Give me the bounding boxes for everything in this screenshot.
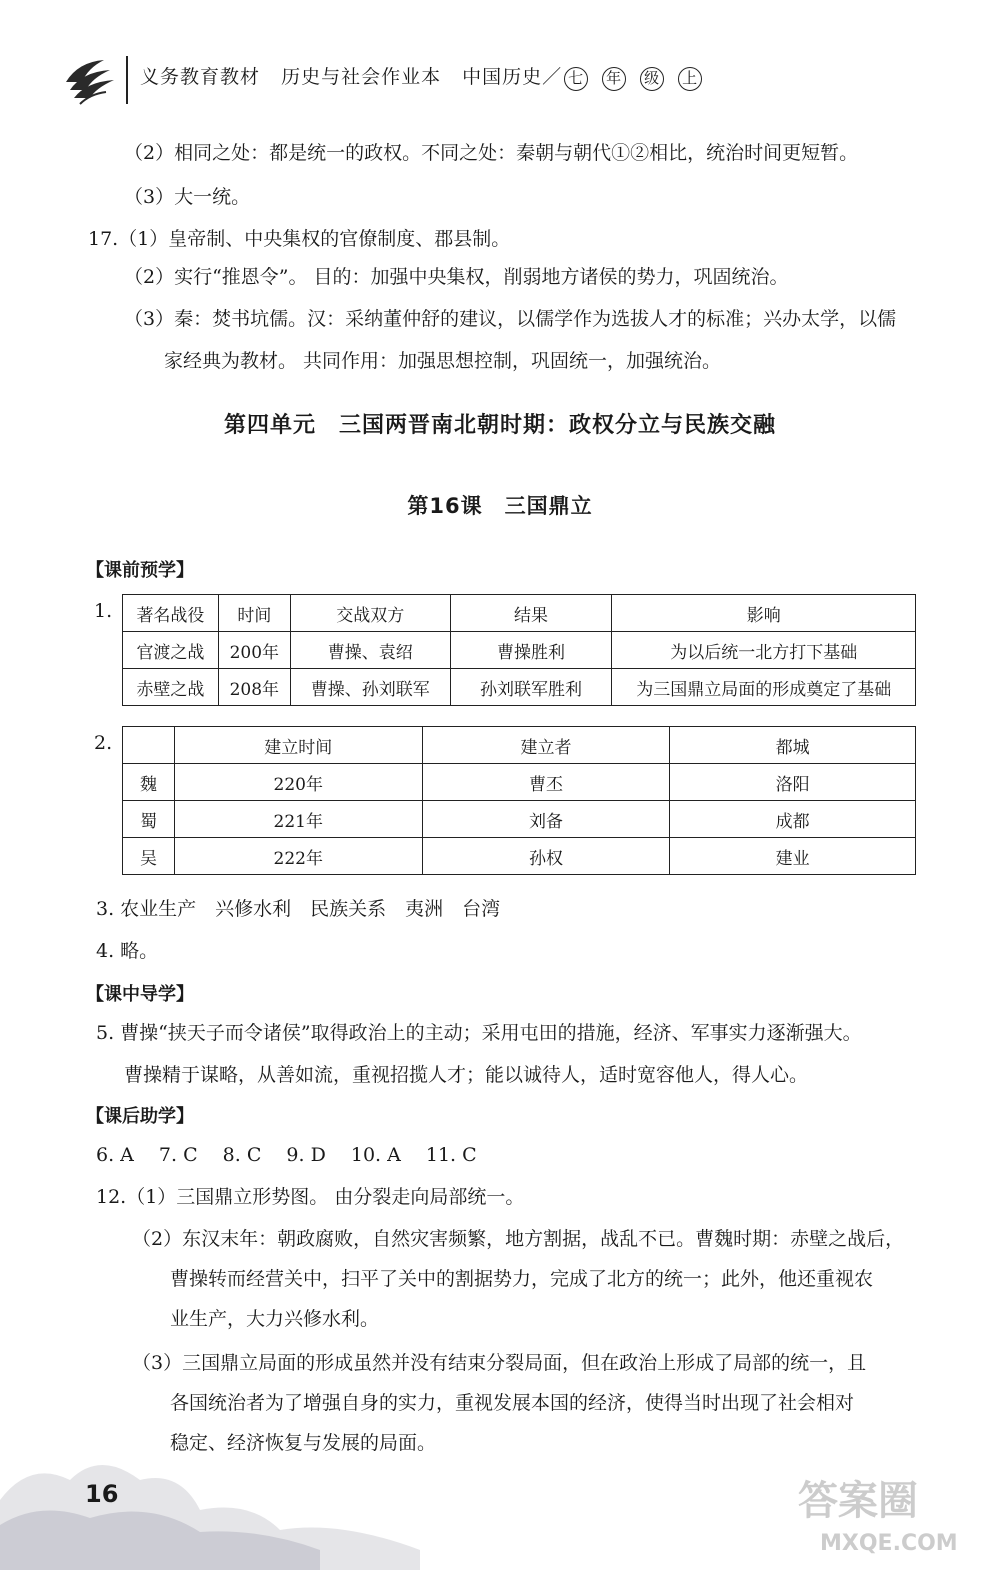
table-cell: 200年 — [218, 632, 290, 669]
table-header-cell: 建立者 — [422, 727, 670, 764]
table-header-cell: 交战双方 — [290, 595, 450, 632]
q12-part3-line1: （3）三国鼎立局面的形成虽然并没有结束分裂局面，但在政治上形成了局部的统一，且 — [132, 1352, 867, 1374]
header-book: 历史与社会作业本 — [281, 66, 442, 88]
unit-title: 第四单元 三国两晋南北朝时期：政权分立与民族交融 — [223, 413, 776, 438]
table1-number: 1. — [94, 600, 113, 622]
table-cell: 208年 — [218, 669, 290, 706]
table-header-cell: 影响 — [612, 595, 916, 632]
grade-char-1: 七 — [564, 67, 588, 91]
section-pre-study: 【课前预学】 — [86, 560, 194, 581]
q17-part2: （2）实行“推恩令”。 目的：加强中央集权，削弱地方诸侯的势力，巩固统治。 — [124, 266, 789, 288]
multiple-choice-answers: 6. A 7. C 8. C 9. D 10. A 11. C — [96, 1144, 477, 1166]
table-cell: 洛阳 — [670, 764, 916, 801]
table-header-cell: 都城 — [670, 727, 916, 764]
table-cell: 赤壁之战 — [123, 669, 219, 706]
table-cell: 221年 — [174, 801, 422, 838]
section-mid-study: 【课中导学】 — [86, 984, 194, 1005]
grade-char-4: 上 — [678, 67, 702, 91]
battles-table — [122, 594, 916, 706]
table-row — [123, 632, 916, 669]
table-cell: 曹操、孙刘联军 — [290, 669, 450, 706]
table-cell: 吴 — [123, 838, 175, 875]
q3-answer: 3. 农业生产 兴修水利 民族关系 夷洲 台湾 — [96, 898, 501, 920]
svg-text:MXQE.COM: MXQE.COM — [820, 1531, 958, 1556]
table-cell: 为以后统一北方打下基础 — [612, 632, 916, 669]
grade-char-3: 级 — [640, 67, 664, 91]
table-cell: 孙权 — [422, 838, 670, 875]
table-header-cell: 时间 — [218, 595, 290, 632]
table-header-row — [123, 727, 916, 764]
table-cell: 为三国鼎立局面的形成奠定了基础 — [612, 669, 916, 706]
table-row — [123, 801, 916, 838]
q5-line2: 曹操精于谋略，从善如流，重视招揽人才；能以诚待人，适时宽容他人，得人心。 — [124, 1064, 809, 1086]
table-cell: 建业 — [670, 838, 916, 875]
page-header — [60, 52, 960, 110]
table-cell: 曹操胜利 — [450, 632, 612, 669]
q12-part2-line3: 业生产，大力兴修水利。 — [170, 1308, 380, 1330]
table-cell: 222年 — [174, 838, 422, 875]
lesson-title: 第16课 三国鼎立 — [407, 494, 593, 518]
table-header-cell — [123, 727, 175, 764]
table-cell: 孙刘联军胜利 — [450, 669, 612, 706]
table-row — [123, 669, 916, 706]
table-cell: 魏 — [123, 764, 175, 801]
header-divider — [126, 56, 128, 104]
q12-part2-line1: （2）东汉末年：朝政腐败，自然灾害频繁，地方割据，战乱不已。曹魏时期：赤壁之战后， — [132, 1228, 905, 1250]
q17-part1: 17.（1）皇帝制、中央集权的官僚制度、郡县制。 — [88, 228, 511, 250]
q12-part3-line3: 稳定、经济恢复与发展的局面。 — [170, 1432, 437, 1454]
q12-part1: 12.（1）三国鼎立形势图。 由分裂走向局部统一。 — [96, 1186, 525, 1208]
q5-line1: 5. 曹操“挟天子而令诸侯”取得政治上的主动；采用屯田的措施，经济、军事实力逐渐强大。 — [96, 1022, 862, 1044]
table-cell: 官渡之战 — [123, 632, 219, 669]
q16-part3: （3）大一统。 — [124, 186, 251, 208]
q12-part2-line2: 曹操转而经营关中，扫平了关中的割据势力，完成了北方的统一；此外，他还重视农 — [170, 1268, 874, 1290]
three-kingdoms-table — [122, 726, 916, 875]
table-header-cell: 建立时间 — [174, 727, 422, 764]
header-series: 义务教育教材 — [140, 66, 261, 88]
table-row — [123, 764, 916, 801]
header-subject: 中国历史／ — [462, 66, 563, 88]
table-cell: 曹丕 — [422, 764, 670, 801]
watermark-logo — [790, 1462, 990, 1562]
q12-part3-line2: 各国统治者为了增强自身的实力，重视发展本国的经济，使得当时出现了社会相对 — [170, 1392, 855, 1414]
section-post-study: 【课后助学】 — [86, 1106, 194, 1127]
q17-part3-line1: （3）秦：焚书坑儒。汉：采纳董仲舒的建议，以儒学作为选拔人才的标准；兴办太学，以儒 — [124, 308, 897, 330]
table-cell: 蜀 — [123, 801, 175, 838]
q16-part2: （2）相同之处：都是统一的政权。不同之处：秦朝与朝代①②相比，统治时间更短暂。 — [124, 142, 859, 164]
table-header-row — [123, 595, 916, 632]
table-cell: 成都 — [670, 801, 916, 838]
q17-part3-line2: 家经典为教材。 共同作用：加强思想控制，巩固统一，加强统治。 — [164, 350, 722, 372]
table-cell: 刘备 — [422, 801, 670, 838]
table-row — [123, 838, 916, 875]
table-header-cell: 结果 — [450, 595, 612, 632]
table-cell: 220年 — [174, 764, 422, 801]
header-title — [140, 62, 716, 91]
svg-text:答案圈: 答案圈 — [798, 1478, 918, 1524]
grade-char-2: 年 — [602, 67, 626, 91]
page-number: 16 — [85, 1480, 119, 1508]
table-header-cell: 著名战役 — [123, 595, 219, 632]
footer-decoration-graphic — [0, 1440, 420, 1570]
publisher-logo-icon — [60, 52, 118, 110]
q4-answer: 4. 略。 — [96, 940, 159, 962]
table-cell: 曹操、袁绍 — [290, 632, 450, 669]
table2-number: 2. — [94, 732, 113, 754]
